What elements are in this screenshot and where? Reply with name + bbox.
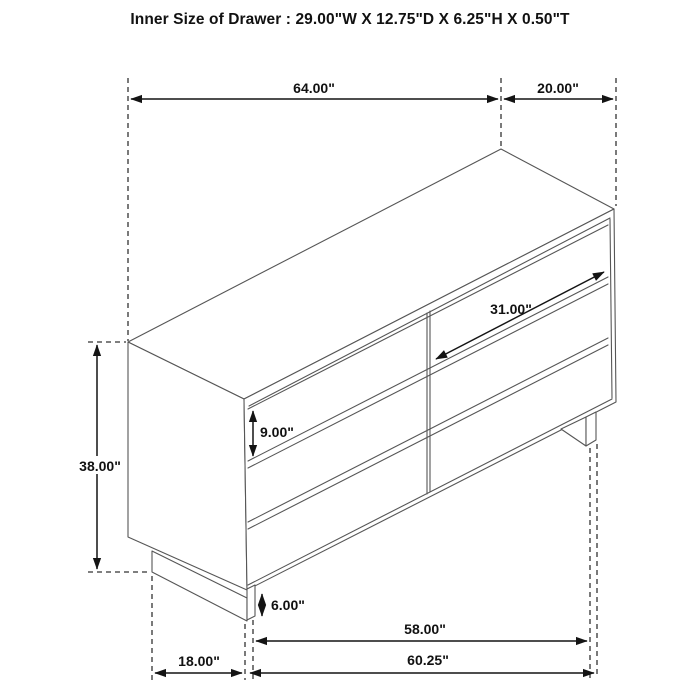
front-left-leg	[247, 585, 255, 620]
dimension-label-overall-depth: 20.00"	[537, 80, 579, 96]
dimension-leg-height	[262, 594, 305, 616]
dimension-label-drawer-height: 9.00"	[260, 424, 294, 440]
right-leg	[586, 412, 596, 446]
dimension-label-overall-height: 38.00"	[79, 458, 121, 474]
dimension-label-drawer-width: 31.00"	[490, 301, 532, 317]
page-title: Inner Size of Drawer : 29.00"W X 12.75"D X 6.25"H X 0.50"T	[130, 11, 570, 28]
dimension-label-base-width: 60.25"	[407, 652, 449, 668]
dimension-label-leg-height: 6.00"	[271, 597, 305, 613]
dimension-base-width	[250, 652, 594, 673]
dimension-front-leg-span	[256, 621, 587, 641]
dimension-base-depth	[155, 653, 242, 673]
dimension-label-base-depth: 18.00"	[178, 653, 220, 669]
dimension-label-overall-width: 64.00"	[293, 80, 335, 96]
dimension-label-front-leg-span: 58.00"	[404, 621, 446, 637]
dresser-drawing	[128, 149, 616, 621]
